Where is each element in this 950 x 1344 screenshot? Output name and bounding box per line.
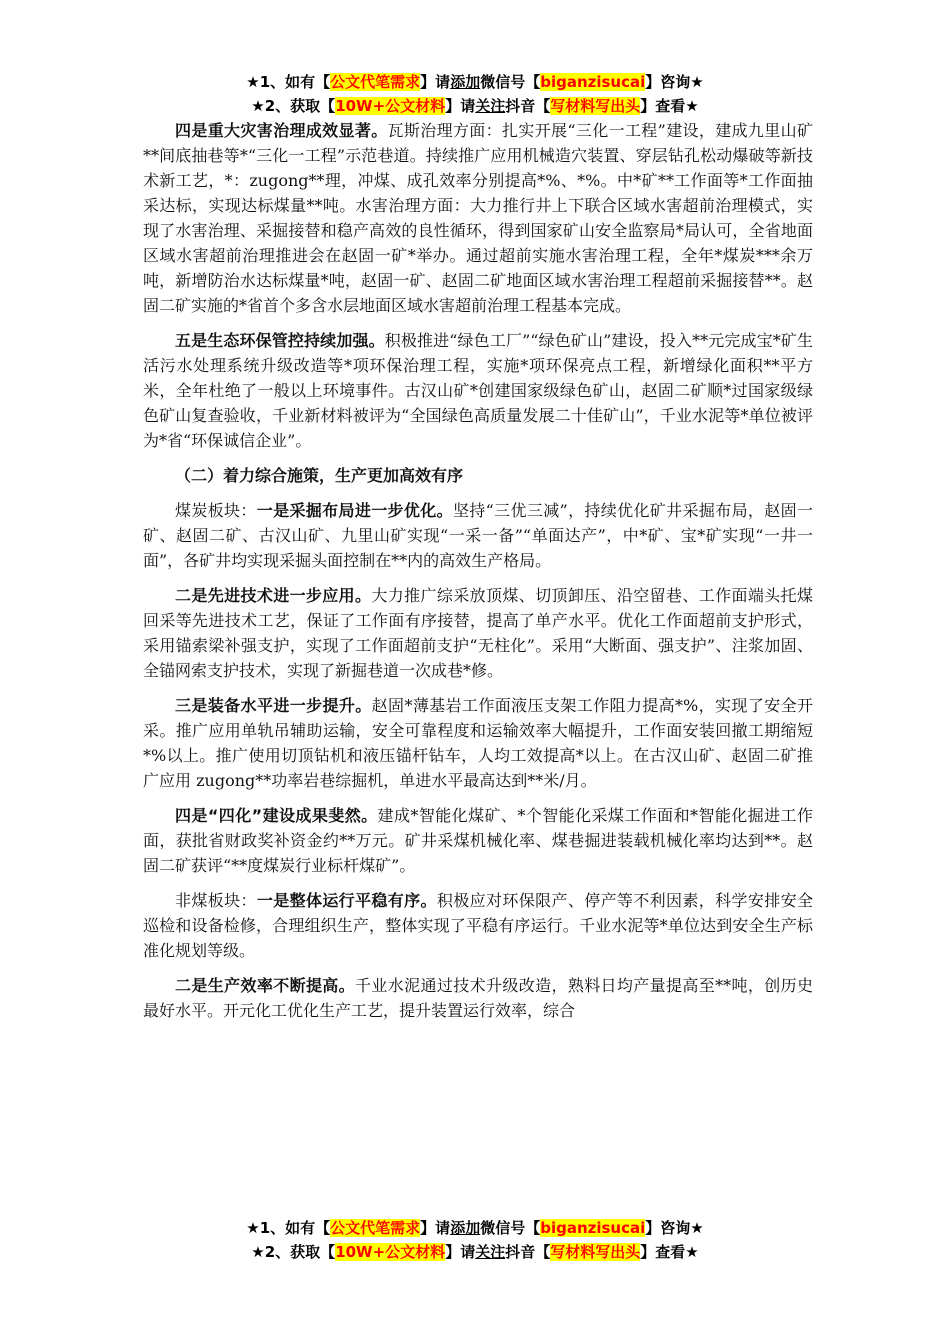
document-body (143, 118, 813, 1033)
banner-line-1: ★1、如有【公文代笔需求】请添加微信号【biganzisucai】咨询★ (246, 73, 704, 91)
paragraph-efficiency: 二是生产效率不断提高。千业水泥通过技术升级改造，熟料日均产量提高至**吨，创历史最好水平。开元化工优化生产工艺，提升装置运行效率，综合 (143, 976, 813, 1020)
footer-line-1: ★1、如有【公文代笔需求】请添加微信号【biganzisucai】咨询★ (246, 1219, 704, 1237)
footer-line-2: ★2、获取【10W+公文材料】请关注抖音【写材料写出头】查看★ (251, 1243, 699, 1261)
paragraph-technology: 二是先进技术进一步应用。大力推广综采放顶煤、切顶卸压、沿空留巷、工作面端头托煤回采等先进技术工艺，保证了工作面有序接替，提高了单产水平。优化工作面超前支护形式，采用锚索梁补强支护，实现了工作面超前支护“无柱化”。采用“大断面、强支护”、注浆加固、全锚网索支护技术，实现了新掘巷道一次成巷*修。 (143, 586, 813, 680)
section-heading: （二）着力综合施策，生产更加高效有序 (175, 466, 464, 485)
banner-line-2: ★2、获取【10W+公文材料】请关注抖音【写材料写出头】查看★ (251, 97, 699, 115)
highlight-materials: 10W+公文材料 (335, 97, 446, 115)
paragraph-disaster-control: 四是重大灾害治理成效显著。瓦斯治理方面：扎实开展“三化一工程”建设，建成九里山矿**间底抽巷等*“三化一工程”示范巷道。持续推广应用机械造穴装置、穿层钻孔松动爆破等新技术新工艺，*：zugong**理，冲煤、成孔效率分别提高*%、*%。中*矿**工作面等*工作面抽采达标，实现达标煤量**吨。水害治理方面：大力推行井上下联合区域水害超前治理模式，实现了水害治理、采掘接替和稳产高效的良性循环，得到国家矿山安全监察局*局认可，全省地面区域水害超前治理推进会在赵固一矿*举办。通过超前实施水害治理工程，全年*煤炭***余万吨，新增防治水达标煤量*吨，赵固一矿、赵固二矿地面区域水害治理工程超前采掘接替**。赵固二矿实施的*省首个多含水层地面区域水害超前治理工程基本完成。 (143, 121, 813, 315)
highlight-service: 公文代笔需求 (330, 73, 421, 91)
header-banner (0, 70, 950, 118)
highlight-wechat-id: biganzisucai (540, 73, 646, 91)
highlight-douyin: 写材料写出头 (550, 97, 641, 115)
paragraph-non-coal: 非煤板块：一是整体运行平稳有序。积极应对环保限产、停产等不利因素，科学安排安全巡检和设备检修，合理组织生产，整体实现了平稳有序运行。千业水泥等*单位达到安全生产标准化规划等级。 (143, 891, 813, 960)
paragraph-four-modernizations: 四是“四化”建设成果斐然。建成*智能化煤矿、*个智能化采煤工作面和*智能化掘进工作面，获批省财政奖补资金约**万元。矿井采煤机械化率、煤巷掘进装载机械化率均达到**。赵固二矿获评“**度煤炭行业标杆煤矿”。 (143, 806, 813, 875)
footer-banner (0, 1216, 950, 1264)
paragraph-coal-layout: 煤炭板块：一是采掘布局进一步优化。坚持“三优三减”，持续优化矿井采掘布局，赵固一矿、赵固二矿、古汉山矿、九里山矿实现“一采一备”“单面达产”，中*矿、宝*矿实现“一井一面”，各矿井均实现采掘头面控制在**内的高效生产格局。 (143, 501, 813, 570)
paragraph-equipment: 三是装备水平进一步提升。赵固*薄基岩工作面液压支架工作阻力提高*%，实现了安全开采。推广应用单轨吊辅助运输，安全可靠程度和运输效率大幅提升，工作面安装回撤工期缩短*%以上。推广使用切顶钻机和液压锚杆钻车，人均工效提高*以上。在古汉山矿、赵固二矿推广应用 zugong**功率岩巷综掘机，单进水平最高达到**米/月。 (143, 696, 813, 790)
paragraph-environment: 五是生态环保管控持续加强。积极推进“绿色工厂”“绿色矿山”建设，投入**元完成宝*矿生活污水处理系统升级改造等*项环保治理工程，实施*项环保亮点工程，新增绿化面积**平方米，全年杜绝了一般以上环境事件。古汉山矿*创建国家级绿色矿山，赵固二矿顺*过国家级绿色矿山复查验收，千业新材料被评为“全国绿色高质量发展二十佳矿山”，千业水泥等*单位被评为*省“环保诚信企业”。 (143, 331, 813, 450)
